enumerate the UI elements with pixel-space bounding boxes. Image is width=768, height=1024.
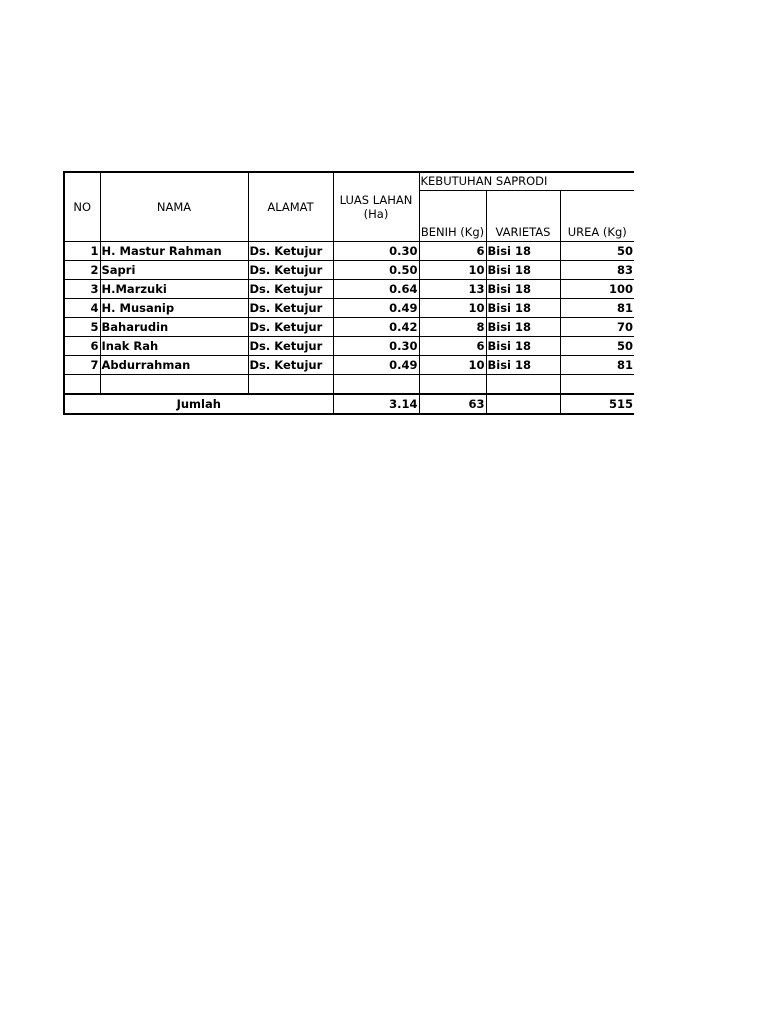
cell-no: 6 <box>64 337 100 356</box>
header-alamat: ALAMAT <box>248 172 333 242</box>
cell-benih: 6 <box>419 337 486 356</box>
cell-luas-lahan: 0.50 <box>333 261 419 280</box>
cell-benih: 10 <box>419 261 486 280</box>
cell-nama: Inak Rah <box>100 337 248 356</box>
blank-cell <box>419 375 486 395</box>
cell-alamat: Ds. Ketujur <box>248 242 333 261</box>
cell-nama: Abdurrahman <box>100 356 248 375</box>
cell-nama: H.Marzuki <box>100 280 248 299</box>
header-kebutuhan-saprodi: KEBUTUHAN SAPRODI <box>419 172 634 191</box>
total-row <box>64 394 634 414</box>
cell-no: 5 <box>64 318 100 337</box>
cell-nama: H. Musanip <box>100 299 248 318</box>
cell-urea: 50 <box>560 337 634 356</box>
cell-no: 3 <box>64 280 100 299</box>
cell-no: 4 <box>64 299 100 318</box>
blank-cell <box>486 375 560 395</box>
cell-urea: 81 <box>560 299 634 318</box>
cell-no: 1 <box>64 242 100 261</box>
header-nama: NAMA <box>100 172 248 242</box>
cell-varietas: Bisi 18 <box>486 318 560 337</box>
cell-varietas: Bisi 18 <box>486 356 560 375</box>
table-row <box>64 242 634 261</box>
cell-benih: 13 <box>419 280 486 299</box>
table-row <box>64 356 634 375</box>
cell-nama: Baharudin <box>100 318 248 337</box>
header-varietas: VARIETAS <box>486 191 560 242</box>
cell-varietas: Bisi 18 <box>486 242 560 261</box>
cell-urea: 81 <box>560 356 634 375</box>
cell-luas-lahan: 0.64 <box>333 280 419 299</box>
cell-varietas: Bisi 18 <box>486 261 560 280</box>
table-row <box>64 299 634 318</box>
cell-luas-lahan: 0.42 <box>333 318 419 337</box>
cell-alamat: Ds. Ketujur <box>248 356 333 375</box>
cell-benih: 10 <box>419 356 486 375</box>
header-benih: BENIH (Kg) <box>419 191 486 242</box>
saprodi-table <box>63 171 634 415</box>
total-luas: 3.14 <box>333 394 419 414</box>
cell-luas-lahan: 0.30 <box>333 242 419 261</box>
cell-luas-lahan: 0.49 <box>333 299 419 318</box>
cell-luas-lahan: 0.30 <box>333 337 419 356</box>
cell-varietas: Bisi 18 <box>486 299 560 318</box>
cell-no: 2 <box>64 261 100 280</box>
cell-nama: H. Mastur Rahman <box>100 242 248 261</box>
total-label: Jumlah <box>64 394 333 414</box>
cell-urea: 100 <box>560 280 634 299</box>
cell-alamat: Ds. Ketujur <box>248 318 333 337</box>
total-varietas-empty <box>486 394 560 414</box>
cell-urea: 70 <box>560 318 634 337</box>
cell-urea: 50 <box>560 242 634 261</box>
blank-cell <box>64 375 100 395</box>
blank-cell <box>100 375 248 395</box>
total-urea: 515 <box>560 394 634 414</box>
header-urea: UREA (Kg) <box>560 191 634 242</box>
cell-urea: 83 <box>560 261 634 280</box>
cell-varietas: Bisi 18 <box>486 280 560 299</box>
table-row <box>64 318 634 337</box>
table-row <box>64 337 634 356</box>
table-row <box>64 280 634 299</box>
cell-benih: 8 <box>419 318 486 337</box>
cell-alamat: Ds. Ketujur <box>248 280 333 299</box>
blank-cell <box>248 375 333 395</box>
cell-benih: 10 <box>419 299 486 318</box>
blank-cell <box>560 375 634 395</box>
total-benih: 63 <box>419 394 486 414</box>
cell-alamat: Ds. Ketujur <box>248 337 333 356</box>
cell-no: 7 <box>64 356 100 375</box>
cell-alamat: Ds. Ketujur <box>248 299 333 318</box>
cell-varietas: Bisi 18 <box>486 337 560 356</box>
cell-luas-lahan: 0.49 <box>333 356 419 375</box>
blank-row <box>64 375 634 395</box>
cell-nama: Sapri <box>100 261 248 280</box>
table-row <box>64 261 634 280</box>
header-luas-lahan: LUAS LAHAN (Ha) <box>333 172 419 242</box>
cell-alamat: Ds. Ketujur <box>248 261 333 280</box>
cell-benih: 6 <box>419 242 486 261</box>
header-no: NO <box>64 172 100 242</box>
blank-cell <box>333 375 419 395</box>
